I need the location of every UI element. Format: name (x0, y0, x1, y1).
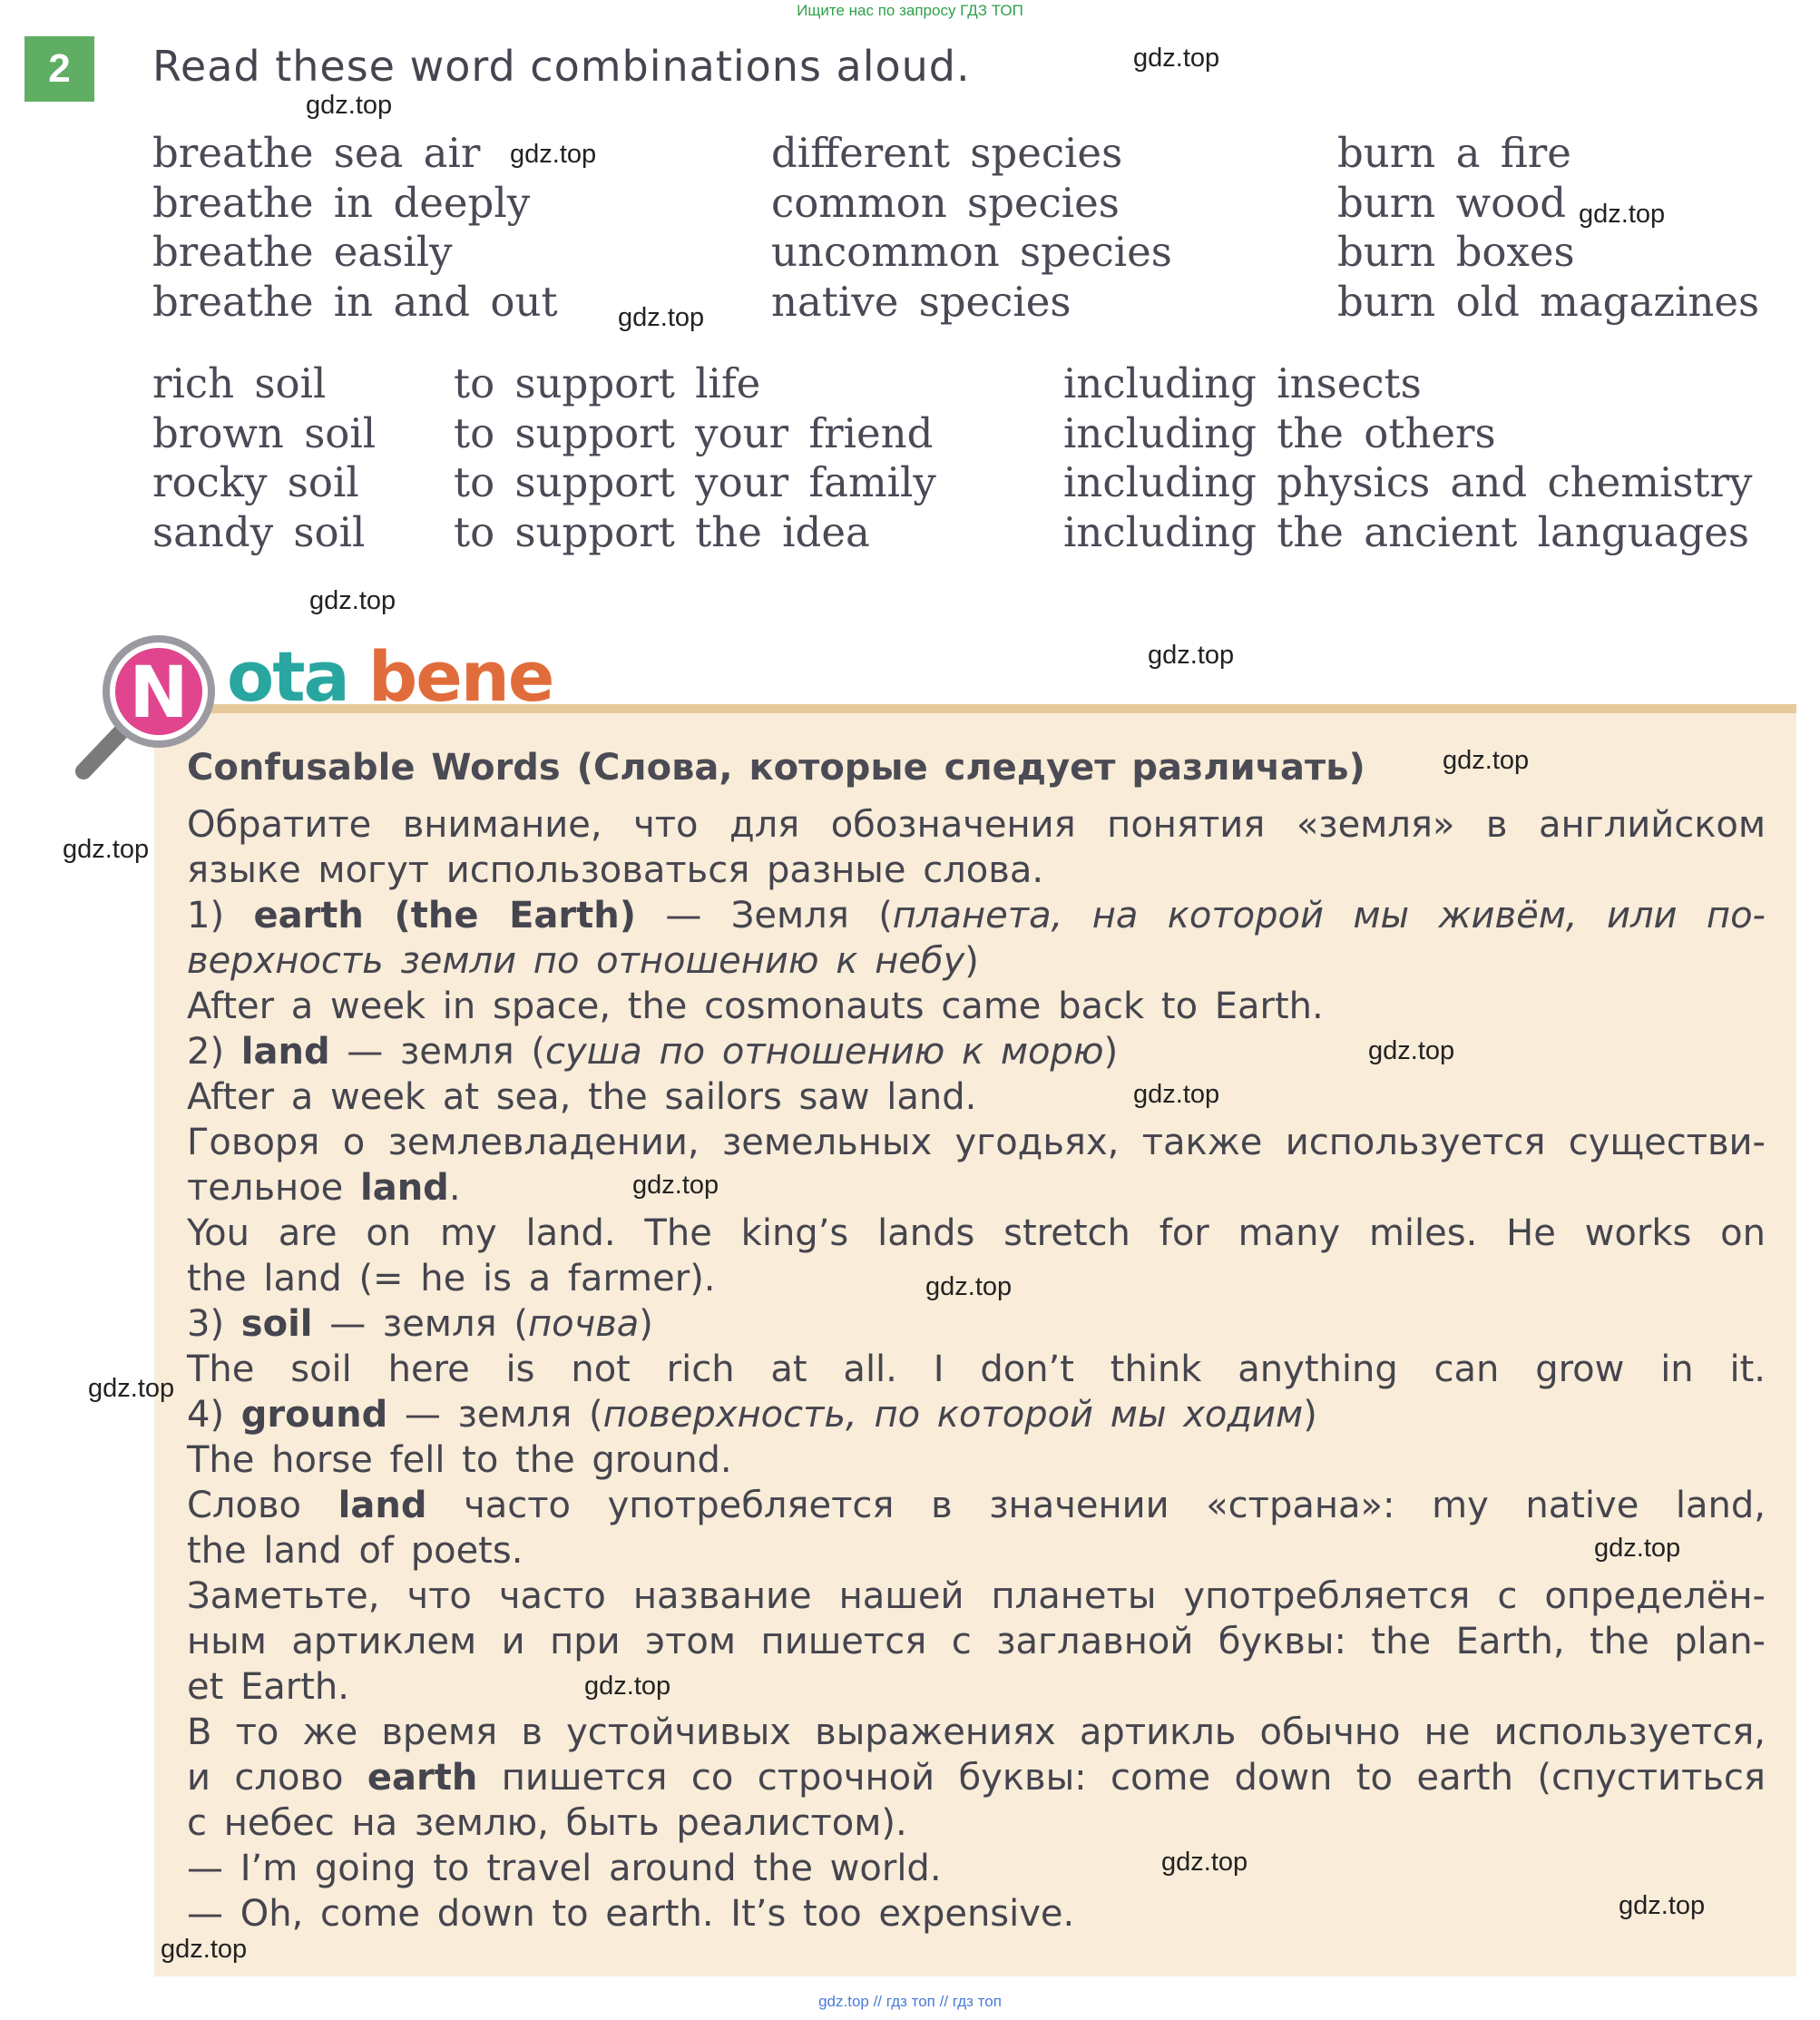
sense-1: 1) earth (the Earth) — Земля (планета, на которой мы живём, или по- (187, 895, 1766, 936)
list-item: including the others (1063, 408, 1496, 457)
example-line: After a week at sea, the sailors saw land. (187, 1076, 977, 1118)
magnifier-handle (83, 733, 120, 771)
watermark: gdz.top (1579, 200, 1666, 229)
note-line: тельное land. (187, 1167, 461, 1209)
watermark: gdz.top (510, 140, 597, 169)
dialog-line: — I’m going to travel around the world. (187, 1848, 942, 1889)
list-item: breathe easily (152, 228, 453, 276)
sense-1-cont: верхность земли по отношению к небу) (187, 940, 979, 982)
logo-letter-n: N (129, 652, 189, 734)
watermark: gdz.top (632, 1171, 719, 1200)
watermark: gdz.top (1368, 1036, 1455, 1065)
list-item: including insects (1063, 359, 1422, 407)
intro-line: языке могут использоваться разные слова. (187, 849, 1044, 891)
list-item: uncommon species (771, 228, 1172, 276)
watermark: gdz.top (161, 1935, 248, 1964)
list-item: different species (771, 129, 1123, 177)
note-line: Говоря о землевладении, земельных угодьях, также используется существи- (187, 1122, 1766, 1163)
watermark: gdz.top (1133, 44, 1220, 73)
list-item: breathe in and out (152, 277, 558, 326)
note-line: the land of poets. (187, 1530, 523, 1572)
list-item: burn old magazines (1337, 277, 1760, 326)
list-item: breathe sea air (152, 129, 481, 177)
example-line: You are on my land. The king’s lands stretch for many miles. He works on (187, 1212, 1766, 1254)
note-line: В то же время в устойчивых выражениях артикль обычно не используется, (187, 1711, 1766, 1753)
note-line: ным артиклем и при этом пишется с заглавной буквы: the Earth, the plan- (187, 1621, 1766, 1662)
list-item: rich soil (152, 359, 327, 407)
list-item: brown soil (152, 408, 377, 457)
intro-line: Обратите внимание, что для обозначения понятия «земля» в английском (187, 804, 1766, 846)
list-item: to support life (454, 359, 761, 407)
note-line: et Earth. (187, 1666, 349, 1708)
word-list-including (1063, 359, 1752, 557)
list-item: breathe in deeply (152, 178, 531, 227)
top-banner: Ищите нас по запросу ГДЗ ТОП (797, 2, 1023, 19)
example-line: The soil here is not rich at all. I don’t think anything can grow in it. (187, 1348, 1766, 1390)
word-list-support (454, 359, 936, 557)
list-item: to support the idea (454, 507, 870, 556)
watermark: gdz.top (1161, 1848, 1248, 1877)
list-item: burn boxes (1337, 228, 1575, 276)
watermark: gdz.top (584, 1672, 671, 1701)
dialog-line: — Oh, come down to earth. It’s too expensive. (187, 1893, 1075, 1935)
note-line: с небес на землю, быть реалистом). (187, 1802, 907, 1844)
example-line: the land (= he is a farmer). (187, 1258, 716, 1299)
watermark: gdz.top (88, 1374, 175, 1403)
word-list-species (771, 129, 1172, 327)
list-item: to support your friend (454, 408, 934, 457)
list-item: including physics and chemistry (1063, 458, 1753, 506)
watermark: gdz.top (1619, 1891, 1706, 1920)
watermark: gdz.top (309, 586, 396, 615)
word-list-breathe (152, 129, 558, 327)
sense-3: 3) soil — земля (почва) (187, 1303, 653, 1345)
list-item: rocky soil (152, 458, 359, 506)
watermark: gdz.top (1148, 641, 1235, 670)
watermark: gdz.top (925, 1272, 1013, 1301)
list-item: sandy soil (152, 507, 366, 556)
exercise-instruction: Read these word combinations aloud. (152, 42, 971, 91)
logo-bene: bene (367, 636, 553, 717)
watermark: gdz.top (1133, 1080, 1220, 1109)
note-line: и слово earth пишется со строчной буквы: come down to earth (спуститься (187, 1757, 1766, 1799)
watermark: gdz.top (618, 303, 705, 332)
list-item: burn a fire (1337, 129, 1571, 177)
list-item: common species (771, 178, 1120, 227)
note-line: Слово land часто употребляется в значении «страна»: my native land, (187, 1485, 1766, 1526)
word-list-soil (152, 359, 376, 557)
exercise-number-badge: 2 (24, 36, 94, 102)
watermark: gdz.top (1594, 1534, 1681, 1563)
watermark: gdz.top (63, 835, 150, 864)
nota-bene-title: Confusable Words (Слова, которые следует различать) (187, 747, 1365, 789)
sense-4: 4) ground — земля (поверхность, по которой мы ходим) (187, 1394, 1317, 1436)
watermark: gdz.top (1443, 746, 1530, 775)
sense-2: 2) land — земля (суша по отношению к морю) (187, 1031, 1119, 1073)
list-item: burn wood (1337, 178, 1567, 227)
list-item: to support your family (454, 458, 936, 506)
list-item: including the ancient languages (1063, 507, 1749, 556)
watermark: gdz.top (306, 91, 393, 120)
word-list-burn (1337, 129, 1759, 327)
bottom-banner: gdz.top // гдз топ // гдз топ (818, 1993, 1002, 2010)
logo-ota: ota (227, 636, 348, 717)
list-item: native species (771, 277, 1071, 326)
note-line: Заметьте, что часто название нашей планеты употребляется с определён- (187, 1575, 1766, 1617)
nota-bene-body (187, 802, 1766, 1937)
nota-bene-logo-text (227, 636, 553, 717)
example-line: The horse fell to the ground. (187, 1439, 732, 1481)
example-line: After a week in space, the cosmonauts came back to Earth. (187, 985, 1324, 1027)
